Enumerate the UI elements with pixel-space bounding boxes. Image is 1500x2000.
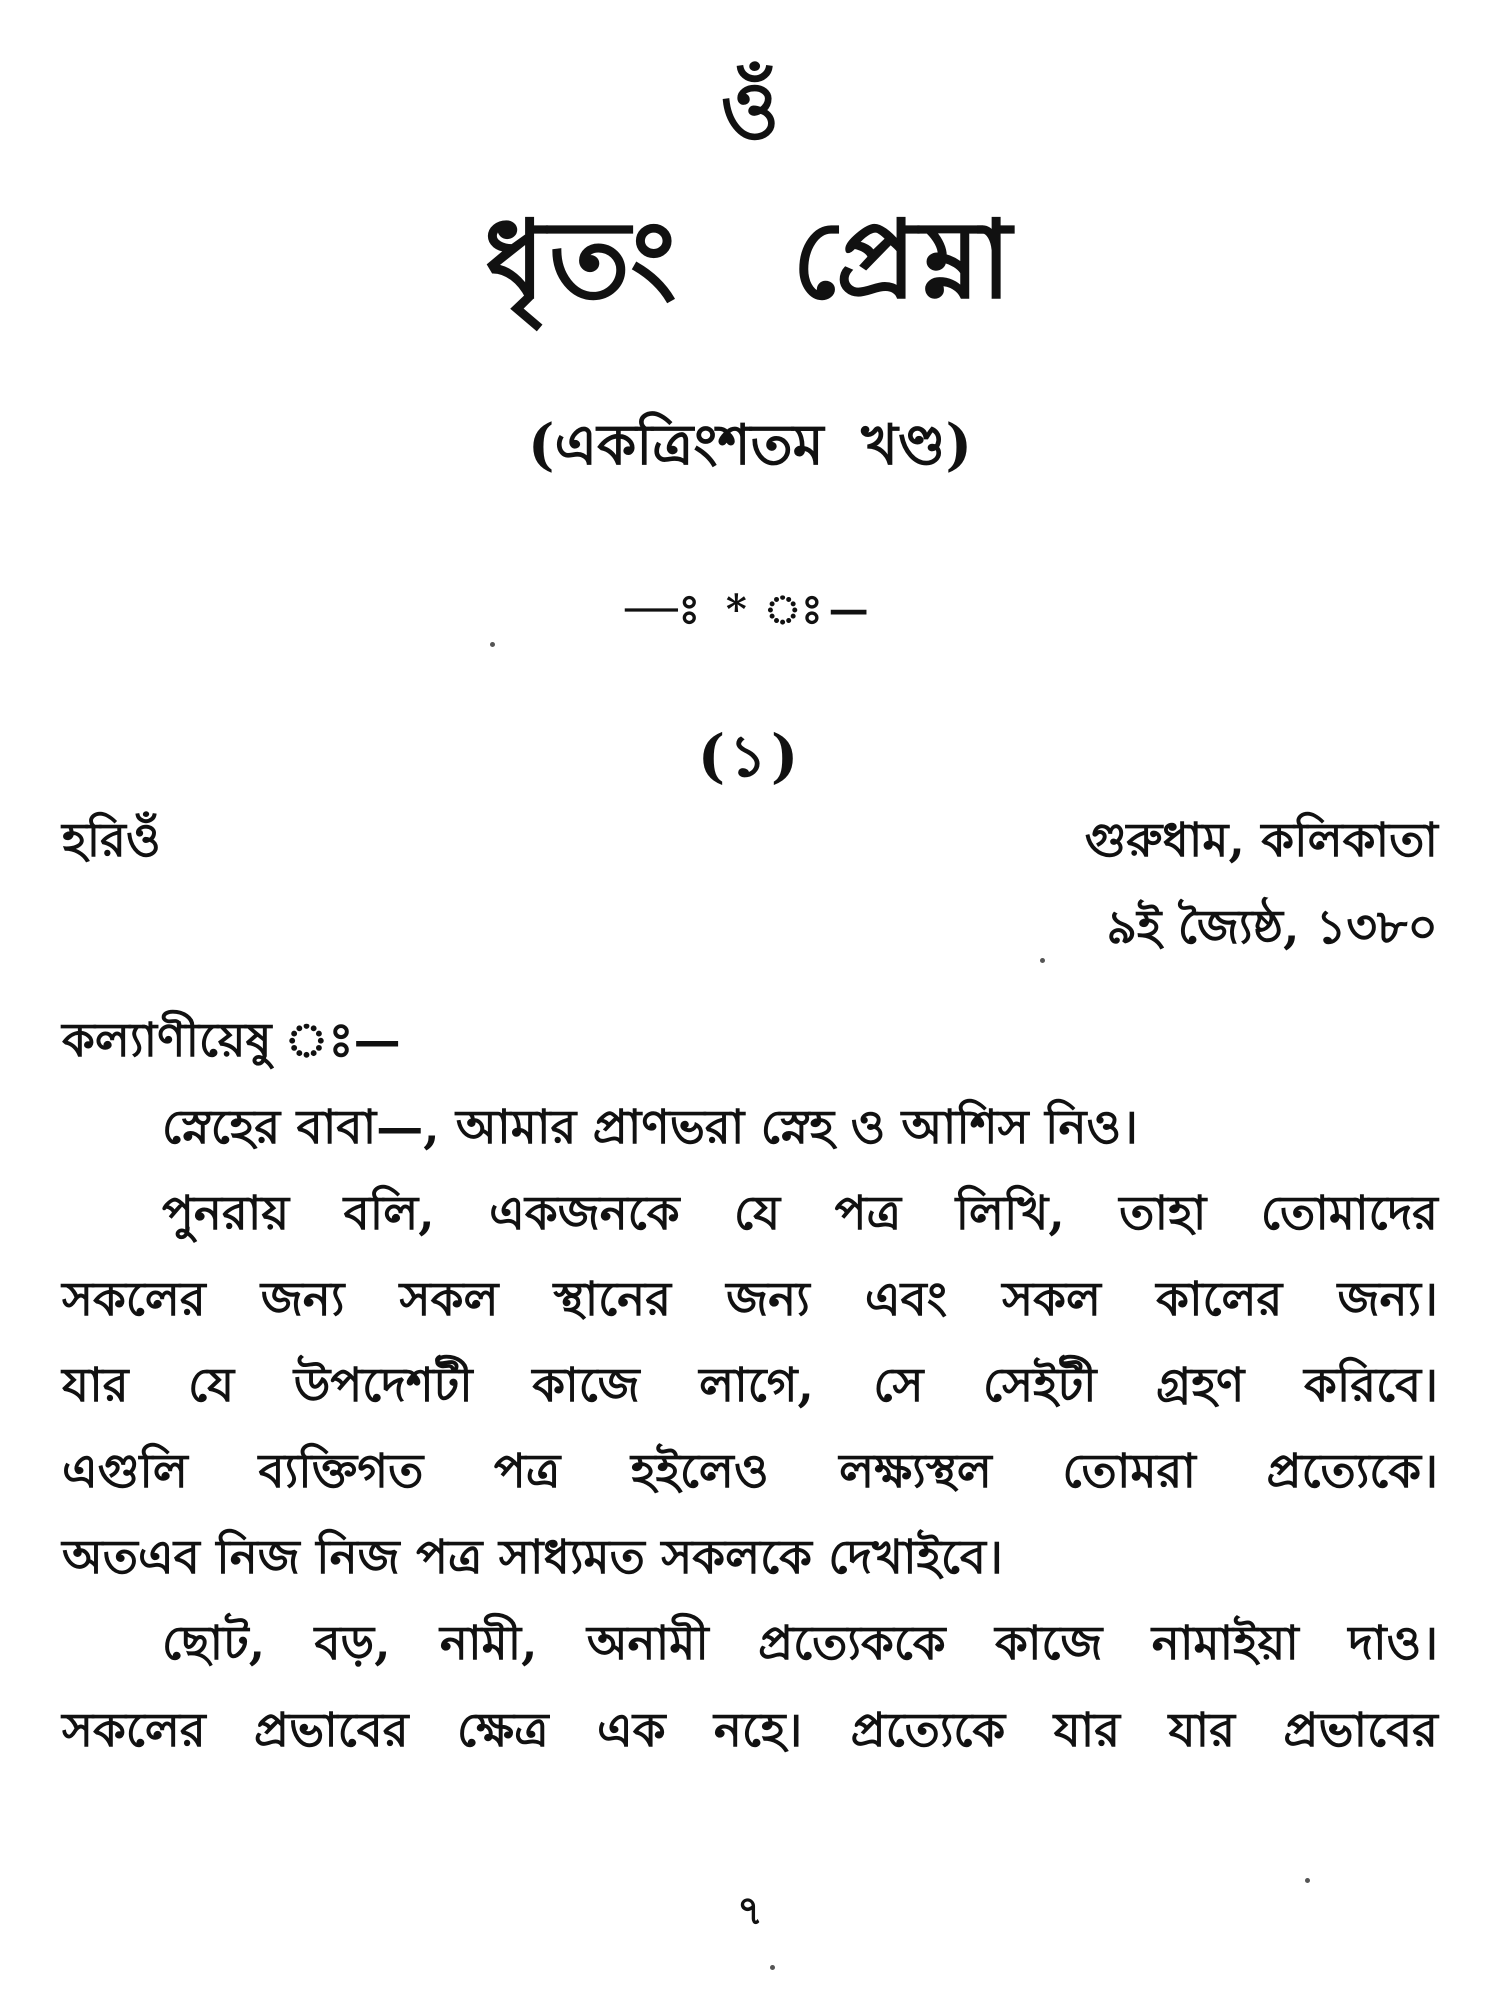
- letter-date: ৯ই জ্যৈষ্ঠ, ১৩৮০: [1106, 900, 1438, 955]
- volume-subtitle: (একত্রিংশতম খণ্ড): [527, 412, 973, 478]
- letter-place: গুরুধাম, কলিকাতা: [1084, 813, 1438, 868]
- book-title: ধৃতং প্রেম্না: [484, 197, 1016, 323]
- body-line-7: ছোট, বড়, নামী, অনামী প্রত্যেককে কাজে নামাইয়া দাও।: [162, 1616, 1438, 1671]
- body-line-6: অতএব নিজ নিজ পত্র সাধ্যমত সকলকে দেখাইবে।: [62, 1530, 1003, 1585]
- section-separator: —ঃ * ঃ—: [625, 586, 875, 633]
- body-line-8: সকলের প্রভাবের ক্ষেত্র এক নহে। প্রত্যেকে যার যার প্রভাবের: [62, 1703, 1438, 1758]
- print-speck: [1040, 958, 1045, 963]
- page-number: ৭: [736, 1887, 763, 1934]
- letter-greeting: হরিওঁ: [62, 813, 161, 868]
- print-speck: [490, 642, 495, 647]
- letter-number: (১): [697, 722, 803, 790]
- letter-salutation: কল্যাণীয়েষু ঃ—: [62, 1013, 401, 1068]
- body-line-2: পুনরায় বলি, একজনকে যে পত্র লিখি, তাহা তোমাদের: [162, 1186, 1438, 1241]
- om-symbol: ওঁ: [720, 63, 780, 157]
- print-speck: [1305, 1878, 1310, 1883]
- body-line-3: সকলের জন্য সকল স্থানের জন্য এবং সকল কালের জন্য।: [62, 1272, 1438, 1327]
- body-line-5: এগুলি ব্যক্তিগত পত্র হইলেও লক্ষ্যস্থল তোমরা প্রত্যেকে।: [62, 1444, 1438, 1499]
- print-speck: [770, 1965, 775, 1970]
- body-line-4: যার যে উপদেশটী কাজে লাগে, সে সেইটী গ্রহণ করিবে।: [62, 1358, 1438, 1413]
- body-line-1: স্নেহের বাবা—, আমার প্রাণভরা স্নেহ ও আশিস নিও।: [162, 1100, 1138, 1155]
